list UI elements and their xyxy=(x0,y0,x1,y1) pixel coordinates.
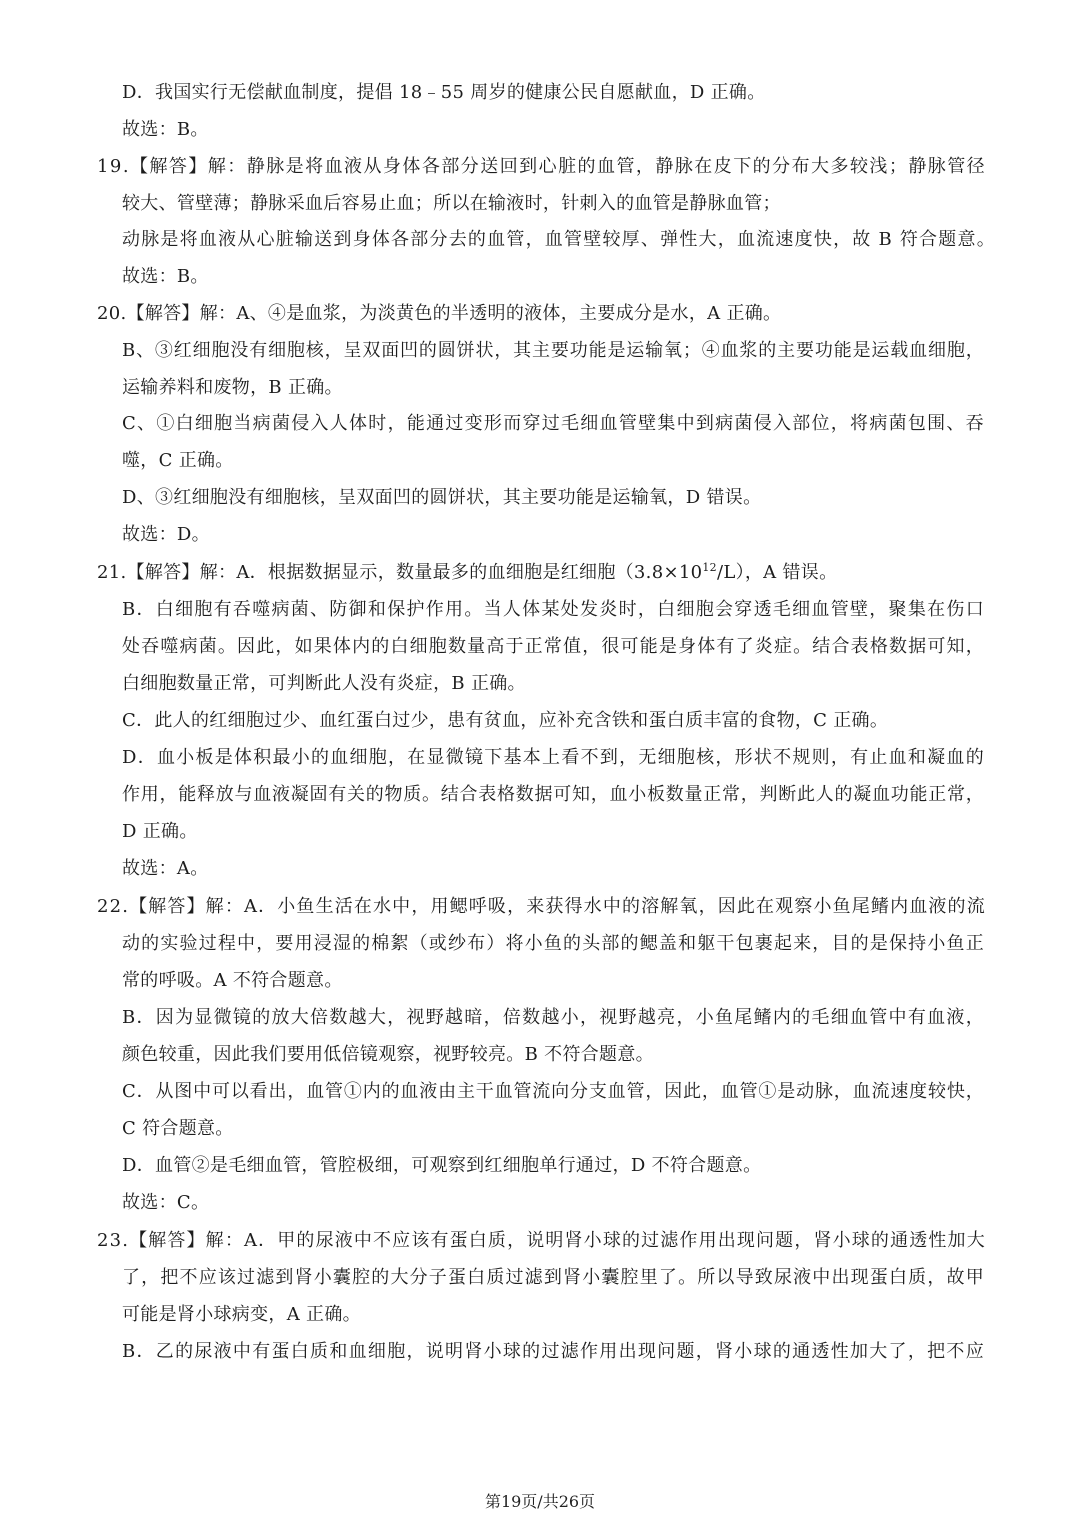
text-line xyxy=(97,302,781,326)
line-text: 动脉是将血液从心脏输送到身体各部分去的血管，血管壁较厚、弹性大，血流速度快，故 B 符合题意。 xyxy=(122,229,996,250)
line-text: 动的实验过程中，要用浸湿的棉絮（或纱布）将小鱼的头部的鳃盖和躯干包裹起来，目的是保持小鱼正 xyxy=(122,933,985,954)
text-line xyxy=(97,155,986,179)
text-line xyxy=(122,1340,985,1364)
line-text: D．我国实行无偿献血制度，提倡 18﹣55 周岁的健康公民自愿献血，D 正确。 xyxy=(122,82,766,103)
text-line xyxy=(122,635,985,659)
text-line xyxy=(122,1080,985,1104)
line-text: 22.【解答】解：A．小鱼生活在水中，用鳃呼吸，来获得水中的溶解氧，因此在观察小鱼尾鳍内血液的流 xyxy=(97,896,986,917)
line-text: 颜色较重，因此我们要用低倍镜观察，视野较亮。B 不符合题意。 xyxy=(122,1044,654,1065)
line-text-continued: /L），A 错误。 xyxy=(716,562,838,583)
line-text: 作用，能释放与血液凝固有关的物质。结合表格数据可知，血小板数量正常，判断此人的凝血功能正常， xyxy=(122,784,985,805)
text-line xyxy=(97,1229,986,1253)
text-line xyxy=(122,820,198,844)
text-line xyxy=(122,857,209,881)
line-text: C 符合题意。 xyxy=(122,1118,234,1139)
line-text: 运输养料和废物，B 正确。 xyxy=(122,377,343,398)
text-line xyxy=(122,1266,985,1290)
page-footer: 第19页/共26页 xyxy=(484,1492,596,1511)
line-text: 23.【解答】解：A．甲的尿液中不应该有蛋白质，说明肾小球的过滤作用出现问题，肾小球的通透性加大 xyxy=(97,1230,986,1251)
text-line xyxy=(122,376,343,400)
text-line xyxy=(122,1117,234,1141)
text-line xyxy=(122,523,210,547)
line-text: C．此人的红细胞过少、血红蛋白过少，患有贫血，应补充含铁和蛋白质丰富的食物，C 正确。 xyxy=(122,710,889,731)
line-text: B．白细胞有吞噬病菌、防御和保护作用。当人体某处发炎时，白细胞会穿透毛细血管壁，聚集在伤口 xyxy=(122,599,985,620)
line-text: 19.【解答】解：静脉是将血液从身体各部分送回到心脏的血管，静脉在皮下的分布大多较浅；静脉管径 xyxy=(97,156,987,177)
line-text: 白细胞数量正常，可判断此人没有炎症，B 正确。 xyxy=(122,673,526,694)
text-line xyxy=(122,783,984,807)
line-text: D 正确。 xyxy=(122,821,198,842)
text-line xyxy=(122,598,985,622)
line-text: D．血管②是毛细血管，管腔极细，可观察到红细胞单行通过，D 不符合题意。 xyxy=(122,1155,762,1176)
line-text: B．因为显微镜的放大倍数越大，视野越暗，倍数越小，视野越亮，小鱼尾鳍内的毛细血管中有血液， xyxy=(122,1007,985,1028)
line-text: 常的呼吸。A 不符合题意。 xyxy=(122,970,343,991)
text-line xyxy=(122,118,209,142)
line-text: B．乙的尿液中有蛋白质和血细胞，说明肾小球的过滤作用出现问题，肾小球的通透性加大了，把不应 xyxy=(122,1341,985,1362)
line-text: 了，把不应该过滤到肾小囊腔的大分子蛋白质过滤到肾小囊腔里了。所以导致尿液中出现蛋白质，故甲 xyxy=(122,1267,985,1288)
text-line xyxy=(122,746,985,770)
text-line xyxy=(122,1154,761,1178)
text-line xyxy=(97,561,837,585)
text-line xyxy=(122,1191,209,1215)
line-text: C．从图中可以看出，血管①内的血液由主干血管流向分支血管，因此，血管①是动脉，血流速度较快， xyxy=(122,1081,985,1102)
line-text: B、③红细胞没有细胞核，呈双面凹的圆饼状，其主要功能是运输氧；④血浆的主要功能是运载血细胞， xyxy=(122,340,985,361)
line-text: 故选：B。 xyxy=(122,119,209,140)
text-line xyxy=(122,709,888,733)
text-line xyxy=(122,265,209,289)
line-text: D、③红细胞没有细胞核，呈双面凹的圆饼状，其主要功能是运输氧，D 错误。 xyxy=(122,487,762,508)
text-line xyxy=(97,895,986,919)
text-line xyxy=(122,449,234,473)
line-text: 20.【解答】解：A、④是血浆，为淡黄色的半透明的液体，主要成分是水，A 正确。 xyxy=(97,303,782,324)
line-text: 可能是肾小球病变，A 正确。 xyxy=(122,1304,361,1325)
superscript-exponent: 12 xyxy=(702,561,717,574)
text-line xyxy=(122,1303,361,1327)
line-text: 故选：D。 xyxy=(122,524,210,545)
line-text: 故选：C。 xyxy=(122,1192,210,1213)
text-line xyxy=(122,339,985,363)
text-line xyxy=(122,412,985,436)
line-text: C、①白细胞当病菌侵入人体时，能通过变形而穿过毛细血管壁集中到病菌侵入部位，将病菌包围、吞 xyxy=(122,413,985,434)
text-line xyxy=(122,1006,985,1030)
line-text: 故选：A。 xyxy=(122,858,209,879)
text-line xyxy=(122,81,766,105)
text-line xyxy=(122,672,526,696)
line-text: 噬，C 正确。 xyxy=(122,450,234,471)
line-text: D．血小板是体积最小的血细胞，在显微镜下基本上看不到，无细胞核，形状不规则，有止血和凝血的 xyxy=(122,747,985,768)
text-line xyxy=(122,1043,654,1067)
text-line xyxy=(122,486,761,510)
line-text: 故选：B。 xyxy=(122,266,209,287)
line-text: 处吞噬病菌。因此，如果体内的白细胞数量高于正常值，很可能是身体有了炎症。结合表格数据可知， xyxy=(122,636,985,657)
text-line xyxy=(122,192,781,216)
text-line xyxy=(122,228,996,252)
text-line xyxy=(122,932,985,956)
line-text: 较大、管壁薄；静脉采血后容易止血；所以在输液时，针刺入的血管是静脉血管； xyxy=(122,193,781,214)
line-text: 21.【解答】解：A．根据数据显示，数量最多的血细胞是红细胞（3.8×10 xyxy=(97,562,703,583)
text-line xyxy=(122,969,343,993)
